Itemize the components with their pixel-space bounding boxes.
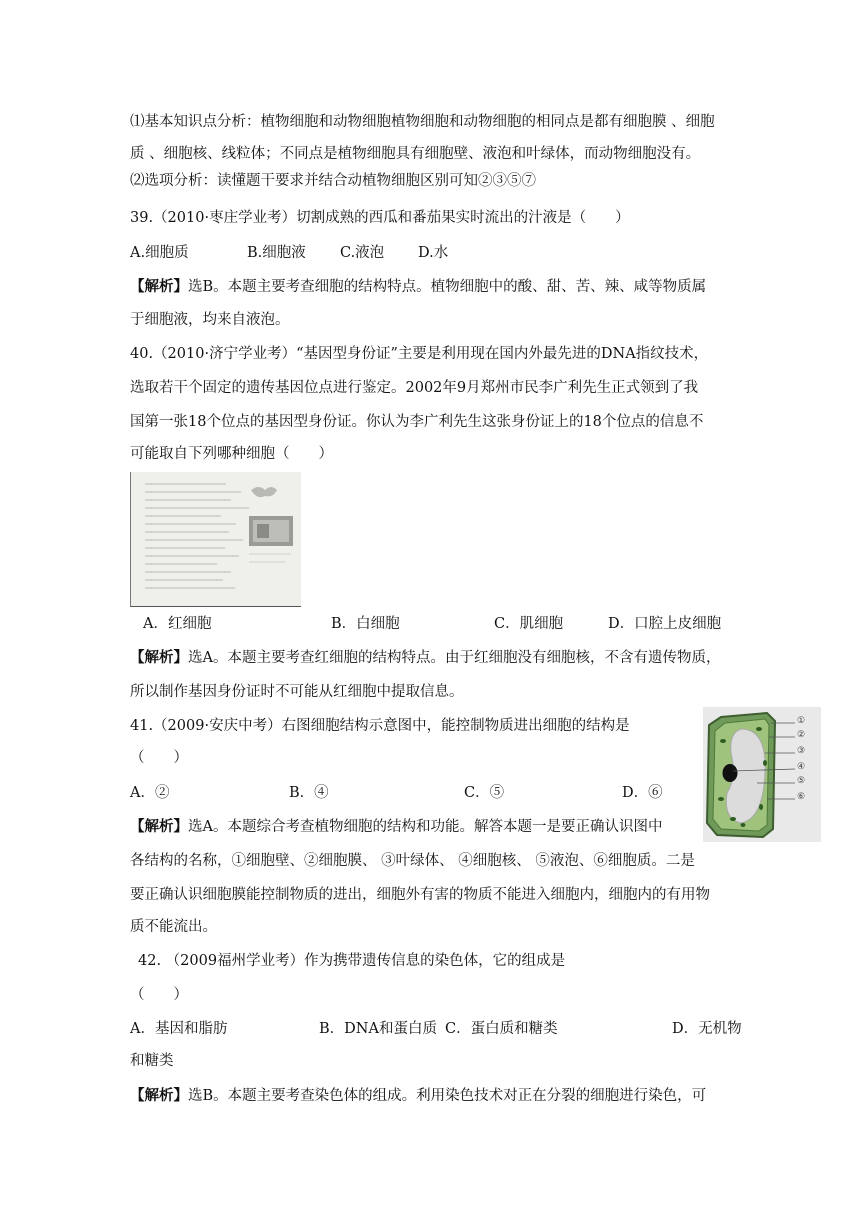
intro-line-2: 质 、细胞核、线粒体；不同点是植物细胞具有细胞壁、液泡和叶绿体，而动物细胞没有。: [130, 146, 701, 162]
plant-cell-diagram: [703, 707, 821, 842]
q41-analysis-line-4: 质不能流出。: [130, 919, 217, 935]
q40-analysis-line-1: [130, 648, 720, 668]
q41-option-d: D．⑥: [622, 785, 663, 801]
analysis-text: 选B。本题主要考查染色体的组成。利用染色技术对正在分裂的细胞进行染色，可: [188, 1088, 707, 1104]
q42-option-b: B．DNA和蛋白质: [319, 1021, 437, 1037]
q40-option-c: C．肌细胞: [494, 616, 564, 632]
q41-stem-line-2: （ ）: [130, 750, 188, 766]
q42-stem-line-1: 42. （2009福州学业考）作为携带遗传信息的染色体，它的组成是: [138, 953, 566, 969]
analysis-text: 选A。本题主要考查红细胞的结构特点。由于红细胞没有细胞核，不含有遗传物质，: [188, 650, 721, 666]
q41-stem-line-1: 41.（2009·安庆中考）右图细胞结构示意图中，能控制物质进出细胞的结构是: [130, 718, 630, 734]
label-6: ⑥: [797, 792, 806, 802]
q40-stem-line-1: 40.（2010·济宁学业考）“基因型身份证”主要是利用现在国内外最先进的DNA指纹技术，: [130, 346, 709, 362]
label-1: ①: [797, 716, 806, 726]
q39-option-d: D.水: [418, 245, 449, 261]
analysis-tag: 【解析】: [130, 278, 188, 295]
q40-stem-line-4: 可能取自下列哪种细胞（ ）: [130, 446, 333, 462]
q39-stem: 39.（2010·枣庄学业考）切割成熟的西瓜和番茄果实时流出的汁液是（ ）: [130, 210, 630, 226]
q39-analysis-line-2: 于细胞液，均来自液泡。: [130, 312, 290, 328]
q42-option-a: A．基因和脂肪: [130, 1021, 228, 1037]
q39-option-c: C.液泡: [340, 245, 385, 261]
q39-option-a: A.细胞质: [130, 245, 189, 261]
q42-option-d-continued: 和糖类: [130, 1053, 174, 1069]
q39-option-b: B.细胞液: [247, 245, 306, 261]
label-5: ⑤: [797, 776, 806, 786]
q41-analysis-line-2: 各结构的名称，①细胞壁、②细胞膜、 ③叶绿体、 ④细胞核、 ⑤液泡、⑥细胞质。二是: [130, 853, 695, 869]
intro-line-1: ⑴基本知识点分析：植物细胞和动物细胞植物细胞和动物细胞的相同点是都有细胞膜 、细胞: [130, 114, 715, 130]
analysis-tag: 【解析】: [130, 818, 188, 835]
q42-stem-line-2: （ ）: [130, 987, 188, 1003]
analysis-tag: 【解析】: [130, 649, 188, 666]
q40-option-a: A．红细胞: [143, 616, 212, 632]
analysis-text: 选B。本题主要考查细胞的结构特点。植物细胞中的酸、甜、苦、辣、咸等物质属: [188, 279, 707, 295]
intro-line-3: ⑵选项分析：读懂题干要求并结合动植物细胞区别可知②③⑤⑦: [130, 173, 536, 189]
q42-option-c: C．蛋白质和糖类: [445, 1021, 558, 1037]
label-2: ②: [797, 730, 806, 740]
q41-option-a: A．②: [130, 785, 170, 801]
q40-analysis-line-2: 所以制作基因身份证时不可能从红细胞中提取信息。: [130, 684, 464, 700]
label-3: ③: [797, 746, 806, 756]
q40-option-b: B．白细胞: [331, 616, 400, 632]
label-4: ④: [797, 762, 806, 772]
q40-option-d: D．口腔上皮细胞: [608, 616, 722, 632]
q39-analysis-line-1: [130, 277, 706, 297]
analysis-text: 选A。本题综合考查植物细胞的结构和功能。解答本题一是要正确认识图中: [188, 819, 663, 835]
q41-option-c: C．⑤: [464, 785, 505, 801]
q40-stem-line-3: 国第一张18个位点的基因型身份证。你认为李广利先生这张身份证上的18个位点的信息不: [130, 414, 704, 430]
id-card-photo: [130, 472, 301, 607]
q41-analysis-line-3: 要正确认识细胞膜能控制物质的进出，细胞外有害的物质不能进入细胞内，细胞内的有用物: [130, 887, 710, 903]
q40-stem-line-2: 选取若干个固定的遗传基因位点进行鉴定。2002年9月郑州市民李广利先生正式领到了我: [130, 380, 699, 396]
q42-analysis-line-1: [130, 1086, 706, 1106]
q42-option-d: D．无机物: [672, 1021, 742, 1037]
q41-analysis-line-1: [130, 817, 662, 837]
q41-option-b: B．④: [289, 785, 329, 801]
analysis-tag: 【解析】: [130, 1087, 188, 1104]
